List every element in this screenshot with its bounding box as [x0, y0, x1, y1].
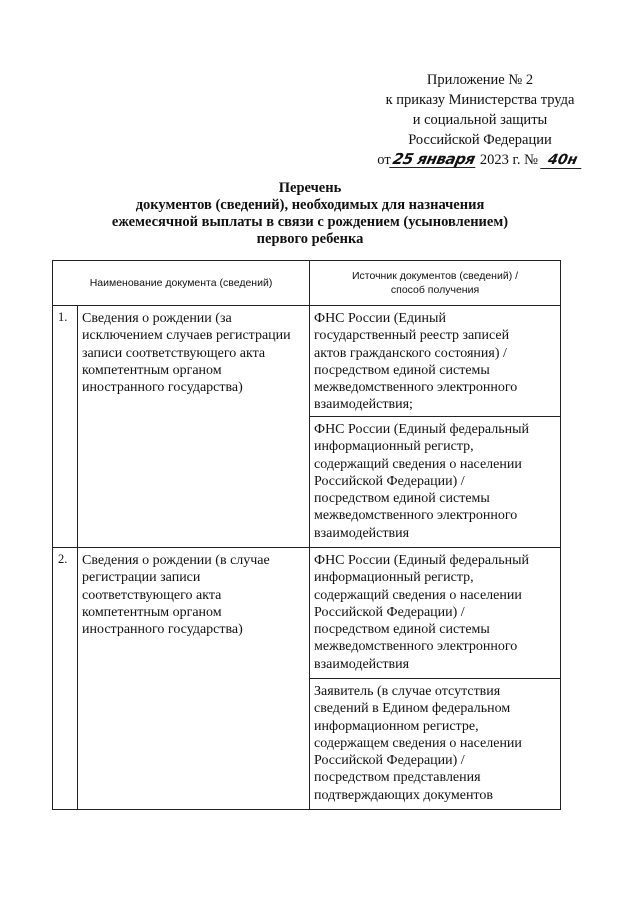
annex-line: Российской Федерации [408, 132, 552, 148]
cell-line: взаимодействия [314, 525, 410, 541]
cell-line: Заявитель (в случае отсутствия [314, 684, 501, 699]
title-line: Перечень [278, 180, 342, 196]
cell-line: посредством единой системы [314, 491, 490, 507]
cell-line: информационный регистр, [314, 570, 474, 586]
document-title [90, 180, 530, 248]
cell-line: соответствующего акта [82, 587, 222, 603]
cell-line: межведомственного электронного [314, 639, 518, 655]
cell-line: ФНС России (Единый федеральный [314, 422, 529, 437]
cell-line: Российской Федерации) / [314, 604, 465, 620]
annex-header [350, 70, 610, 170]
cell-line: Сведения о рождении (за [82, 311, 232, 326]
document-name-cell [78, 306, 310, 548]
source-cell [310, 548, 561, 679]
handwritten-date: 25 января [390, 150, 477, 168]
table-row [53, 548, 561, 679]
table-header-row [53, 261, 561, 306]
documents-table [52, 260, 561, 810]
cell-line: межведомственного электронного [314, 380, 518, 396]
cell-line: содержащем сведения о населении [314, 735, 522, 751]
cell-line: сведений в Едином федеральном [314, 701, 511, 717]
title-line: документов (сведений), необходимых для назначения [135, 197, 485, 213]
cell-line: исключением случаев регистрации [82, 328, 291, 344]
cell-line: компетентным органом [82, 604, 222, 620]
cell-line: иностранного государства) [82, 380, 243, 396]
source-cell [310, 417, 561, 548]
cell-line: посредством единой системы [314, 622, 490, 638]
cell-line: информационном регистре, [314, 718, 479, 734]
cell-line: ФНС России (Единый [314, 311, 446, 326]
annex-line: и социальной защиты [412, 112, 548, 128]
cell-line: ФНС России (Единый федеральный [314, 553, 529, 568]
cell-line: посредством представления [314, 770, 481, 786]
cell-line: информационный регистр, [314, 439, 474, 455]
title-line: первого ребенка [256, 231, 364, 247]
cell-line: содержащий сведения о населении [314, 587, 522, 603]
cell-line: записи соответствующего акта [82, 345, 266, 361]
annex-line: к приказу Министерства труда [385, 92, 575, 108]
cell-line: регистрации записи [82, 570, 201, 586]
handwritten-order-number: 40н [540, 152, 585, 169]
cell-line: посредством единой системы [314, 362, 490, 378]
source-cell [310, 679, 561, 810]
cell-line: иностранного государства) [82, 622, 243, 638]
row-number: 2. [53, 548, 78, 810]
header-source-column [310, 261, 561, 306]
cell-line: Российской Федерации) / [314, 753, 465, 769]
order-prefix: от [377, 152, 391, 168]
cell-line: компетентным органом [82, 362, 222, 378]
cell-line: актов гражданского состояния) / [314, 345, 507, 361]
cell-line: Сведения о рождении (в случае [82, 553, 270, 568]
annex-line: Приложение № 2 [426, 72, 534, 88]
document-name-cell [78, 548, 310, 810]
order-year: 2023 г. № [479, 152, 538, 168]
header-source-line: Источник документов (сведений) / [351, 270, 519, 282]
order-line [350, 150, 610, 170]
cell-line: взаимодействия [314, 656, 410, 672]
cell-line: взаимодействия; [314, 397, 413, 413]
cell-line: содержащий сведения о населении [314, 456, 522, 472]
cell-line: межведомственного электронного [314, 508, 518, 524]
cell-line: Российской Федерации) / [314, 473, 465, 489]
row-number: 1. [53, 306, 78, 548]
header-name-column: Наименование документа (сведений) [53, 261, 310, 306]
source-cell [310, 306, 561, 417]
header-source-line: способ получения [390, 284, 480, 296]
title-line: ежемесячной выплаты в связи с рождением (усыновлением) [111, 214, 509, 230]
table-row [53, 306, 561, 417]
cell-line: государственный реестр записей [314, 328, 510, 344]
cell-line: подтверждающих документов [314, 787, 493, 803]
